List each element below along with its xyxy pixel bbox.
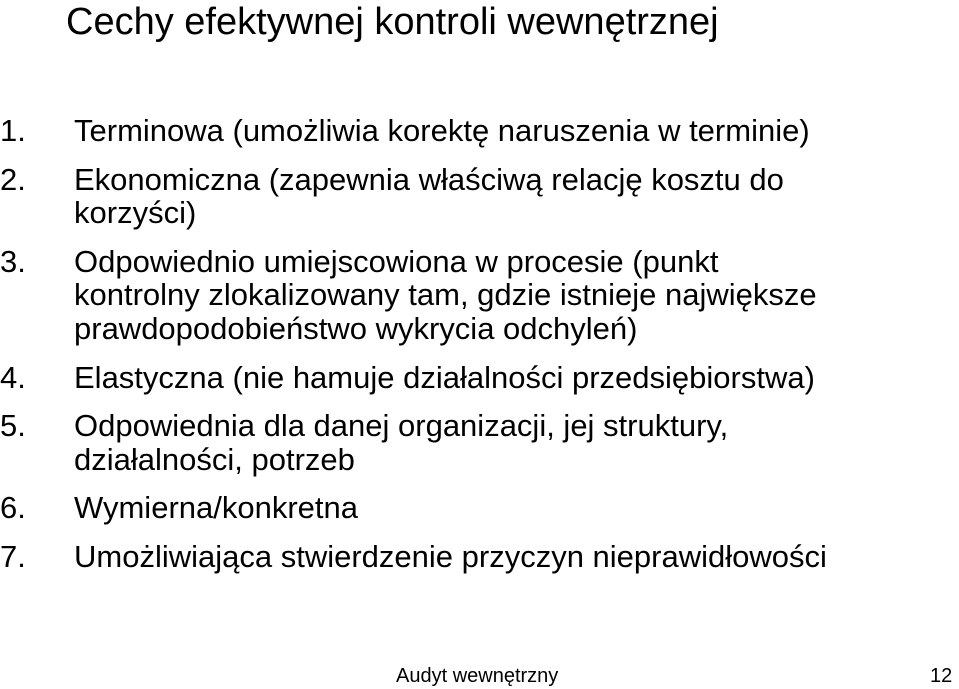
item-number: 2. bbox=[0, 161, 26, 197]
list-item bbox=[0, 163, 959, 230]
item-text-line: Umożliwiająca stwierdzenie przyczyn nieprawidłowości bbox=[74, 538, 827, 574]
item-number: 6. bbox=[0, 490, 26, 526]
item-text-line: korzyści) bbox=[74, 195, 197, 231]
slide-title: Cechy efektywnej kontroli wewnętrznej bbox=[66, 1, 719, 43]
footer-label: Audyt wewnętrzny bbox=[396, 665, 559, 687]
item-text-line: Wymierna/konkretna bbox=[74, 490, 358, 526]
list-item bbox=[0, 361, 959, 395]
item-text-line: Ekonomiczna (zapewnia właściwą relację kosztu do bbox=[74, 161, 784, 197]
criteria-list bbox=[0, 114, 959, 589]
list-item bbox=[0, 491, 959, 525]
list-item bbox=[0, 114, 959, 148]
list-item bbox=[0, 245, 959, 346]
item-text-line: Odpowiednia dla danej organizacji, jej struktury, bbox=[74, 408, 729, 444]
item-text-line: prawdopodobieństwo wykrycia odchyleń) bbox=[74, 310, 638, 346]
page-number: 12 bbox=[930, 665, 953, 687]
item-number: 3. bbox=[0, 243, 26, 279]
item-text-line: kontrolny zlokalizowany tam, gdzie istnieje największe bbox=[74, 277, 817, 313]
item-number: 4. bbox=[0, 359, 26, 395]
list-item bbox=[0, 409, 959, 476]
item-text-line: działalności, potrzeb bbox=[74, 441, 355, 477]
item-number: 7. bbox=[0, 538, 26, 574]
item-number: 5. bbox=[0, 408, 26, 444]
item-number: 1. bbox=[0, 113, 26, 148]
item-text-line: Elastyczna (nie hamuje działalności przedsiębiorstwa) bbox=[74, 359, 815, 395]
list-item bbox=[0, 540, 959, 574]
item-text-line: Odpowiednio umiejscowiona w procesie (punkt bbox=[74, 243, 719, 279]
item-text-line: Terminowa (umożliwia korektę naruszenia w terminie) bbox=[74, 113, 810, 148]
